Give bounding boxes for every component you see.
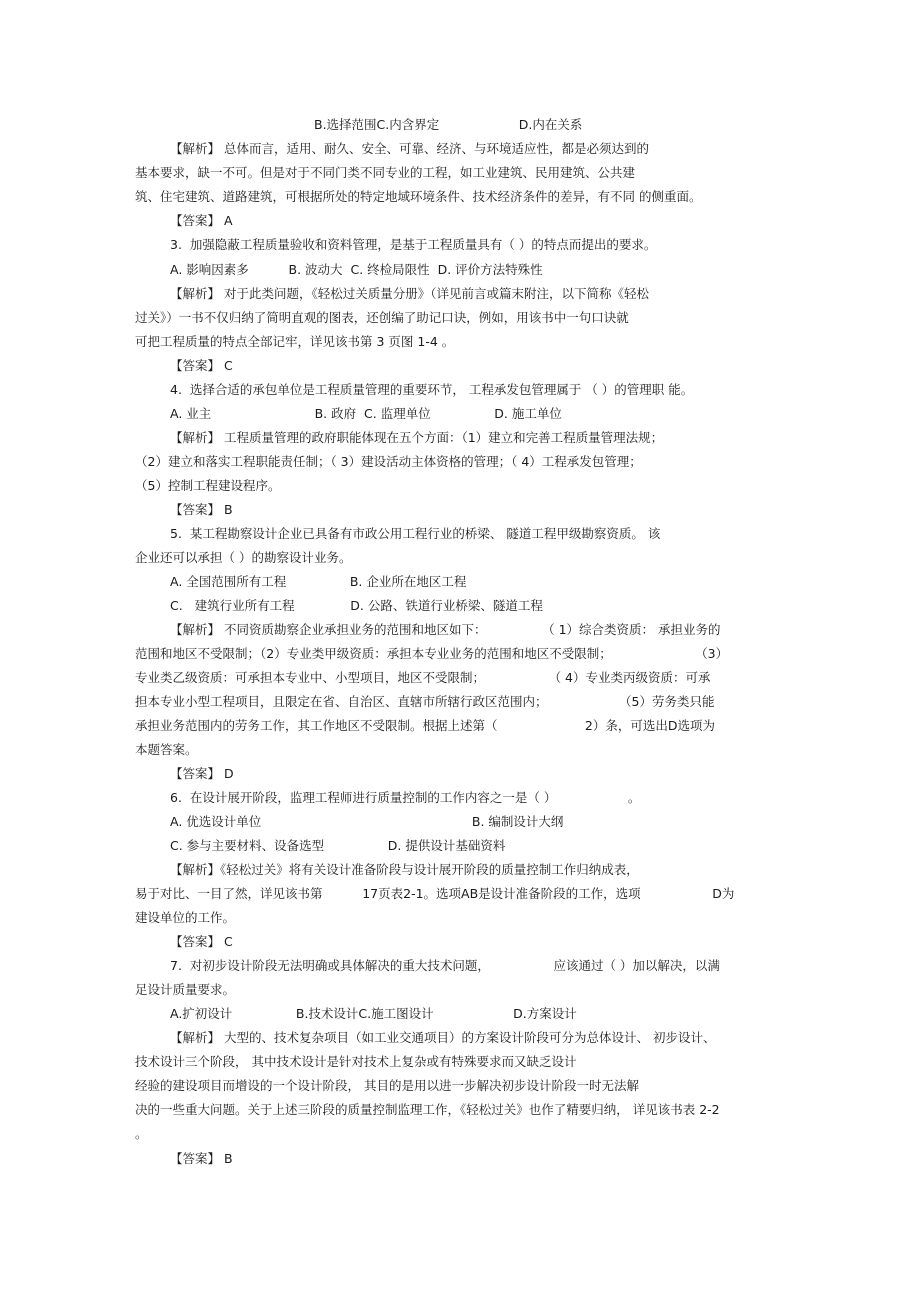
- options-line: C. 参与主要材料、设备选型 D. 提供设计基础资料: [170, 838, 506, 853]
- answer-line: 【答案】 D: [170, 766, 234, 781]
- answer-line: 【答案】 C: [170, 934, 233, 949]
- text-line: 专业类乙级资质：可承担本专业中、小型项目，地区不受限制； （ 4）专业类丙级资质：可承: [135, 670, 711, 685]
- question-line: 4. 选择合适的承包单位是工程质量管理的重要环节， 工程承发包管理属于 （ ）的管理职 能。: [170, 382, 694, 397]
- question-line: 5. 某工程勘察设计企业已具备有市政公用工程行业的桥梁、 隧道工程甲级勘察资质。 该: [170, 526, 661, 541]
- analysis-line: 【解析】 不同资质勘察企业承担业务的范围和地区如下： （ 1）综合类资质： 承担业务的: [170, 622, 721, 637]
- answer-line: 【答案】 B: [170, 502, 233, 517]
- analysis-line: 【解析】《轻松过关》将有关设计准备阶段与设计展开阶段的质量控制工作归纳成表，: [170, 862, 639, 877]
- options-line: C. 建筑行业所有工程 D. 公路、铁道行业桥梁、隧道工程: [170, 598, 543, 613]
- analysis-line: 【解析】 总体而言，适用、耐久、安全、可靠、经济、与环境适应性，都是必须达到的: [170, 141, 649, 156]
- text-line: 经验的建设项目而增设的一个设计阶段， 其目的是用以进一步解决初步设计阶段一时无法解: [135, 1078, 639, 1093]
- text-line: 承担业务范围内的劳务工作，其工作地区不受限制。根据上述第（ 2）条，可选出D选项为: [135, 718, 715, 733]
- text-line: 担本专业小型工程项目，且限定在省、自治区、直辖市所辖行政区范围内； （5）劳务类只能: [135, 694, 715, 709]
- answer-line: 【答案】 C: [170, 358, 233, 373]
- text-line: 决的一些重大问题。关于上述三阶段的质量控制监理工作，《轻松过关》也作了精要归纳， 详见该书表 2-2: [135, 1102, 720, 1117]
- text-line: 范围和地区不受限制；（2）专业类甲级资质：承担本专业业务的范围和地区不受限制； （3）: [135, 646, 729, 661]
- text-line: 本题答案。: [135, 742, 198, 757]
- analysis-line: 【解析】 对于此类问题，《轻松过关质量分册》（详见前言或篇末附注，以下简称《轻松: [170, 286, 649, 301]
- text-line: 建设单位的工作。: [135, 910, 236, 925]
- options-line: A. 业主 B. 政府 C. 监理单位 D. 施工单位: [170, 406, 562, 421]
- text-line: 企业还可以承担（ ）的勘察设计业务。: [135, 550, 352, 565]
- text-line: 。: [135, 1126, 148, 1141]
- text-line: （2）建立和落实工程职能责任制；（ 3）建设活动主体资格的管理；（ 4）工程承发包管理；: [135, 454, 642, 469]
- question-line: 3. 加强隐蔽工程质量验收和资料管理，是基于工程质量具有（ ）的特点而提出的要求。: [170, 237, 657, 252]
- text-line: 易于对比、一目了然，详见该书第 17页表2-1。选项AB是设计准备阶段的工作，选项 D为: [135, 886, 735, 901]
- text-line: （5）控制工程建设程序。: [135, 478, 281, 493]
- analysis-line: 【解析】 工程质量管理的政府职能体现在五个方面：（1）建立和完善工程质量管理法规；: [170, 430, 664, 445]
- options-line: A.扩初设计 B.技术设计C.施工图设计 D.方案设计: [170, 1006, 577, 1021]
- text-line: 基本要求，缺一不可。但是对于不同门类不同专业的工程，如工业建筑、民用建筑、公共建: [135, 165, 636, 180]
- text-line: 筑、住宅建筑、道路建筑，可根据所处的特定地域环境条件、技术经济条件的差异，有不同 的侧重面。: [135, 189, 702, 204]
- question-line: 6. 在设计展开阶段，监理工程师进行质量控制的工作内容之一是（ ） 。: [170, 790, 641, 805]
- answer-line: 【答案】 B: [170, 1151, 233, 1166]
- text-line: 技术设计三个阶段， 其中技术设计是针对技术上复杂或有特殊要求而又缺乏设计: [135, 1054, 577, 1069]
- options-line: A. 优选设计单位 B. 编制设计大纲: [170, 814, 564, 829]
- text-line: 足设计质量要求。: [135, 982, 236, 997]
- text-line: 可把工程质量的特点全部记牢，详见该书第 3 页图 1-4 。: [135, 334, 455, 349]
- options-line: A. 全国范围所有工程 B. 企业所在地区工程: [170, 574, 467, 589]
- options-line: A. 影响因素多 B. 波动大 C. 终检局限性 D. 评价方法特殊性: [170, 262, 543, 277]
- question-line: 7. 对初步设计阶段无法明确或具体解决的重大技术问题， 应该通过（ ）加以解决，以满: [170, 958, 720, 973]
- text-line: B.选择范围C.内含界定 D.内在关系: [314, 117, 583, 132]
- answer-line: 【答案】 A: [170, 213, 233, 228]
- analysis-line: 【解析】 大型的、技术复杂项目（如工业交通项目）的方案设计阶段可分为总体设计、 初步设计、: [170, 1030, 716, 1045]
- text-line: 过关》）一书不仅归纳了简明直观的图表，还创编了助记口诀，例如，用该书中一句口诀就: [135, 310, 629, 325]
